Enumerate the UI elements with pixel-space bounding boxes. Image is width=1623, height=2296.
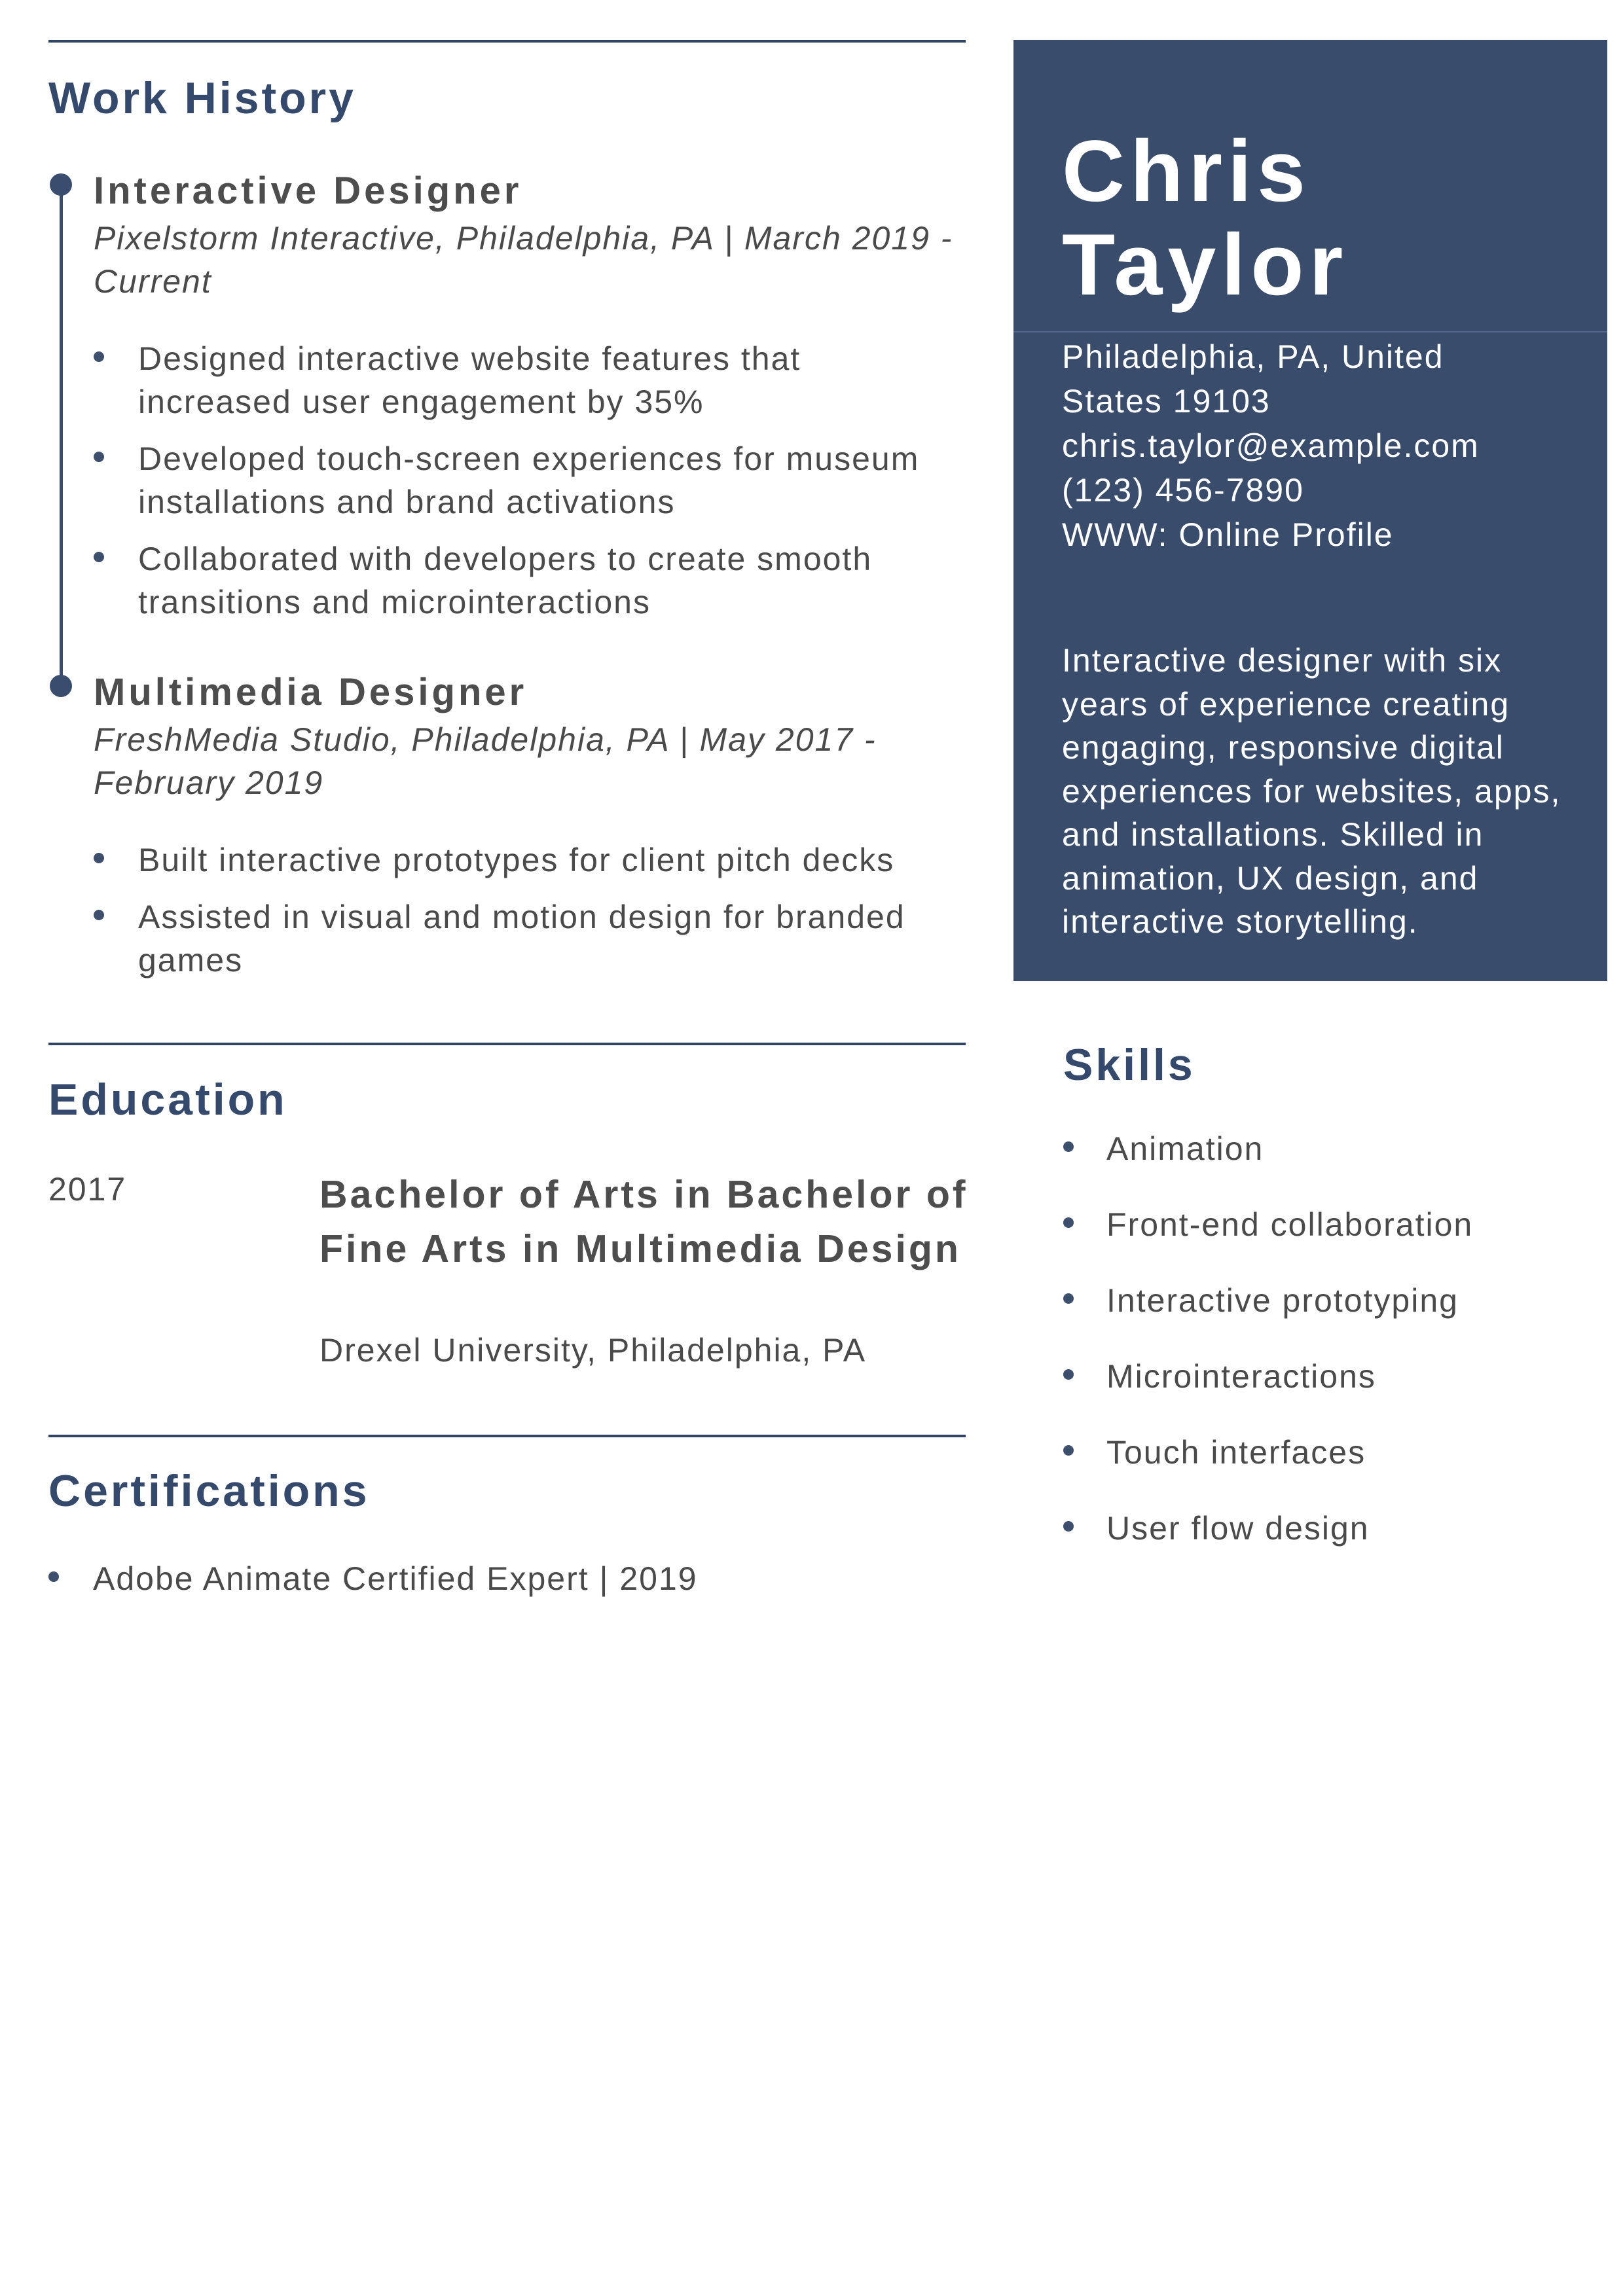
section-divider [48,1043,966,1045]
education-school: Drexel University, Philadelphia, PA [319,1332,867,1369]
skill-item: Animation [1063,1127,1473,1203]
timeline-dot [50,675,72,697]
skill-item: User flow design [1063,1507,1473,1583]
profile-panel [1013,40,1607,981]
skills-list [1063,1127,1473,1583]
list-item: Collaborated with developers to create smooth transitions and microinteractions [94,537,958,624]
list-item: Assisted in visual and motion design for branded games [94,895,958,982]
education-heading: Education [48,1075,287,1124]
name-divider [1013,331,1607,332]
last-name: Taylor [1062,217,1349,314]
address-line: Philadelphia, PA, United [1062,338,1444,375]
list-item: Adobe Animate Certified Expert | 2019 [48,1557,965,1600]
work-history-heading: Work History [48,73,356,123]
address-line: States 19103 [1062,383,1271,420]
certifications-list [48,1557,965,1614]
candidate-name [1062,125,1348,312]
certifications-heading: Certifications [48,1466,370,1516]
website-link[interactable]: WWW: Online Profile [1062,516,1394,553]
list-item: Built interactive prototypes for client pitch decks [94,838,958,882]
job-bullets [94,838,958,996]
skill-item: Microinteractions [1063,1355,1473,1431]
education-year: 2017 [48,1171,127,1208]
job-title: Interactive Designer [94,170,522,212]
education-degree: Bachelor of Arts in Bachelor of Fine Arts in Multimedia Design [319,1173,968,1270]
list-item: Developed touch-screen experiences for museum installations and brand activations [94,437,958,524]
job-meta: Pixelstorm Interactive, Philadelphia, PA | March 2019 - Current [94,220,953,300]
skills-heading: Skills [1063,1040,1195,1090]
skill-item: Touch interfaces [1063,1431,1473,1507]
skill-item: Interactive prototyping [1063,1279,1473,1355]
job-meta: FreshMedia Studio, Philadelphia, PA | May 2017 - February 2019 [94,721,877,801]
timeline-line [60,184,63,685]
contact-info [1062,334,1599,557]
phone: (123) 456-7890 [1062,472,1304,509]
job-bullets [94,337,958,637]
list-item: Designed interactive website features that increased user engagement by 35% [94,337,958,423]
job-title: Multimedia Designer [94,671,528,713]
timeline-dot [50,173,72,196]
section-divider [48,40,966,43]
email[interactable]: chris.taylor@example.com [1062,427,1480,464]
skill-item: Front-end collaboration [1063,1203,1473,1279]
first-name: Chris [1062,123,1311,220]
professional-summary: Interactive designer with six years of experience creating engaging, responsive digital experiences for websites, apps, and installations. Skilled in animation, UX design, and interactive storytelling. [1062,642,1561,940]
section-divider [48,1435,966,1437]
